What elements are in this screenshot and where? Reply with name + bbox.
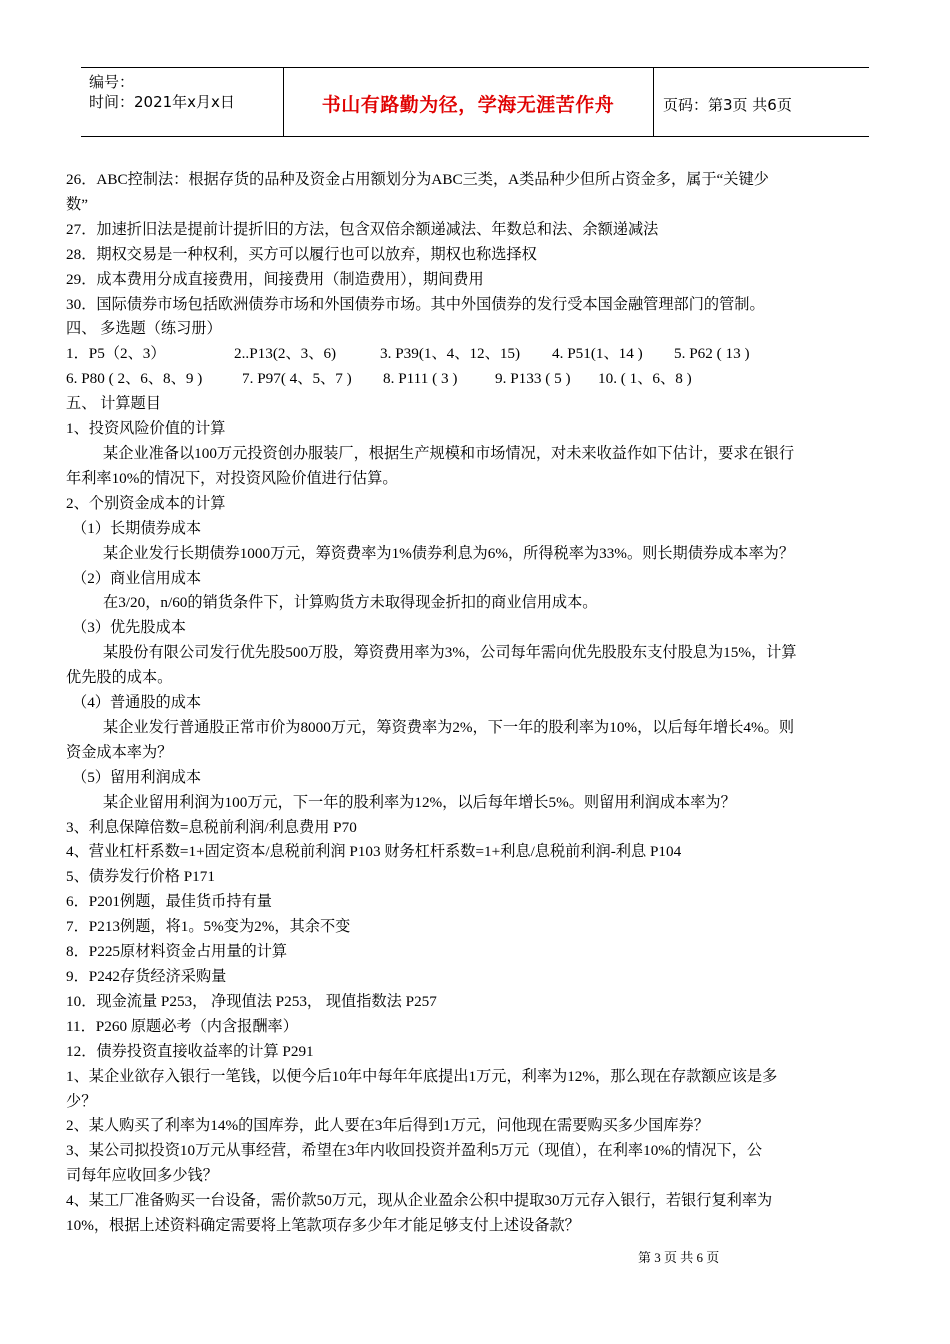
text-line: （2）商业信用成本: [72, 569, 202, 587]
mc-answer: 3. P39(1、4、12、15): [380, 345, 521, 363]
page-header: [81, 67, 869, 137]
text-line: 五、 计算题目: [66, 395, 161, 413]
mc-answer: 7. P97( 4、5、7 ): [242, 370, 352, 388]
mc-answer-row: [66, 342, 884, 367]
text-line: 3、某公司拟投资10万元从事经营，希望在3年内收回投资并盈利5万元（现值），在利率10%的情况下，公: [66, 1142, 763, 1160]
text-line: 10．现金流量 P253， 净现值法 P253， 现值指数法 P257: [66, 992, 437, 1010]
calc-section: [66, 392, 884, 1239]
mc-answer: 2..P13(2、3、6): [234, 345, 337, 363]
text-line: 数”: [66, 195, 88, 213]
document-body: [66, 168, 884, 1239]
mc-answer: 6. P80 ( 2、6、8、9 ): [66, 370, 203, 388]
section-heading: 四、 多选题（练习册）: [66, 320, 222, 338]
text-line: 某企业发行普通股正常市价为8000万元，筹资费率为2%，下一年的股利率为10%，以后每年增长4%。则: [103, 718, 795, 736]
text-line: 5、债券发行价格 P171: [66, 868, 215, 886]
text-line: 1、某企业欲存入银行一笔钱，以便今后10年中每年年底提出1万元，利率为12%，那么现在存款额应该是多: [66, 1067, 778, 1085]
text-line: 某股份有限公司发行优先股500万股，筹资费用率为3%，公司每年需向优先股股东支付股息为15%，计算: [103, 644, 797, 662]
text-line: 年利率10%的情况下，对投资风险价值进行估算。: [66, 469, 398, 487]
text-line: 某企业留用利润为100万元，下一年的股利率为12%，以后每年增长5%。则留用利润成本率为？: [103, 793, 736, 811]
text-line: 12．债券投资直接收益率的计算 P291: [66, 1042, 314, 1060]
text-line: （5）留用利润成本: [72, 768, 202, 786]
text-line: 优先股的成本。: [66, 669, 173, 687]
text-line: 9．P242存货经济采购量: [66, 968, 227, 985]
number-label: 编号：: [89, 73, 135, 91]
text-line: 26．ABC控制法：根据存货的品种及资金占用额划分为ABC三类，A类品种少但所占资金多，属于“关键少: [66, 171, 769, 188]
mc-answer: 8. P111 ( 3 ): [383, 370, 458, 388]
page-footer: 第 3 页 共 6 页: [638, 1250, 720, 1265]
text-line: 某企业发行长期债券1000万元，筹资费率为1%债券利息为6%，所得税率为33%。则长期债券成本率为？: [103, 544, 795, 562]
text-line: 司每年应收回多少钱？: [66, 1167, 218, 1185]
header-divider: [653, 68, 654, 136]
text-line: 10%，根据上述资料确定需要将上笔款项存多少年才能足够支付上述设备款？: [66, 1217, 580, 1235]
mc-answer: 10. ( 1、6、8 ): [598, 370, 692, 388]
mc-answer: 5. P62 ( 13 ): [674, 345, 750, 363]
mc-answer: 1．P5（2、3）: [66, 345, 166, 363]
header-meta: [89, 72, 279, 112]
text-line: 11．P260 原题必考（内含报酬率）: [66, 1017, 298, 1035]
text-line: 7．P213例题，将1。5%变为2%，其余不变: [66, 918, 351, 936]
text-line: 3、利息保障倍数=息税前利润/利息费用 P70: [66, 818, 357, 836]
text-line: 在3/20，n/60的销货条件下，计算购货方未取得现金折扣的商业信用成本。: [103, 594, 598, 612]
text-line: 6．P201例题，最佳货币持有量: [66, 893, 272, 911]
mc-answer-row: [66, 367, 884, 392]
text-line: 2、某人购买了利率为14%的国库券，此人要在3年后得到1万元，问他现在需要购买多少国库券？: [66, 1117, 709, 1135]
text-line: 2、个别资金成本的计算: [66, 494, 226, 512]
text-line: 1、投资风险价值的计算: [66, 420, 226, 438]
text-line: 4、某工厂准备购买一台设备，需价款50万元，现从企业盈余公积中提取30万元存入银行，若银行复利率为: [66, 1192, 773, 1210]
text-line: 8．P225原材料资金占用量的计算: [66, 943, 288, 961]
text-line: 27．加速折旧法是提前计提折旧的方法，包含双倍余额递减法、年数总和法、余额递减法: [66, 220, 659, 238]
text-line: 30．国际债券市场包括欧洲债券市场和外国债券市场。其中外国债券的发行受本国金融管理部门的管制。: [66, 295, 765, 313]
mc-answer: 4. P51(1、14 ): [552, 345, 643, 363]
header-page-info: 页码：第3页 共6页: [663, 96, 792, 114]
text-line: 少？: [66, 1092, 97, 1110]
text-line: 4、营业杠杆系数=1+固定资本/息税前利润 P103 财务杠杆系数=1+利息/息税前利润-利息 P104: [66, 843, 682, 861]
text-line: （1）长期债券成本: [72, 519, 202, 537]
text-line: 29．成本费用分成直接费用，间接费用（制造费用），期间费用: [66, 270, 484, 288]
text-line: 资金成本率为？: [66, 743, 173, 761]
date-label: 时间：2021年x月x日: [89, 93, 235, 111]
mc-answer: 9. P133 ( 5 ): [495, 370, 571, 388]
text-line: 28．期权交易是一种权利，买方可以履行也可以放弃，期权也称选择权: [66, 245, 537, 263]
header-motto: 书山有路勤为径，学海无涯苦作舟: [321, 94, 615, 116]
text-line: （3）优先股成本: [72, 619, 186, 637]
text-line: （4）普通股的成本: [72, 694, 202, 712]
text-line: 某企业准备以100万元投资创办服装厂，根据生产规模和市场情况，对未来收益作如下估计，要求在银行: [103, 444, 795, 462]
